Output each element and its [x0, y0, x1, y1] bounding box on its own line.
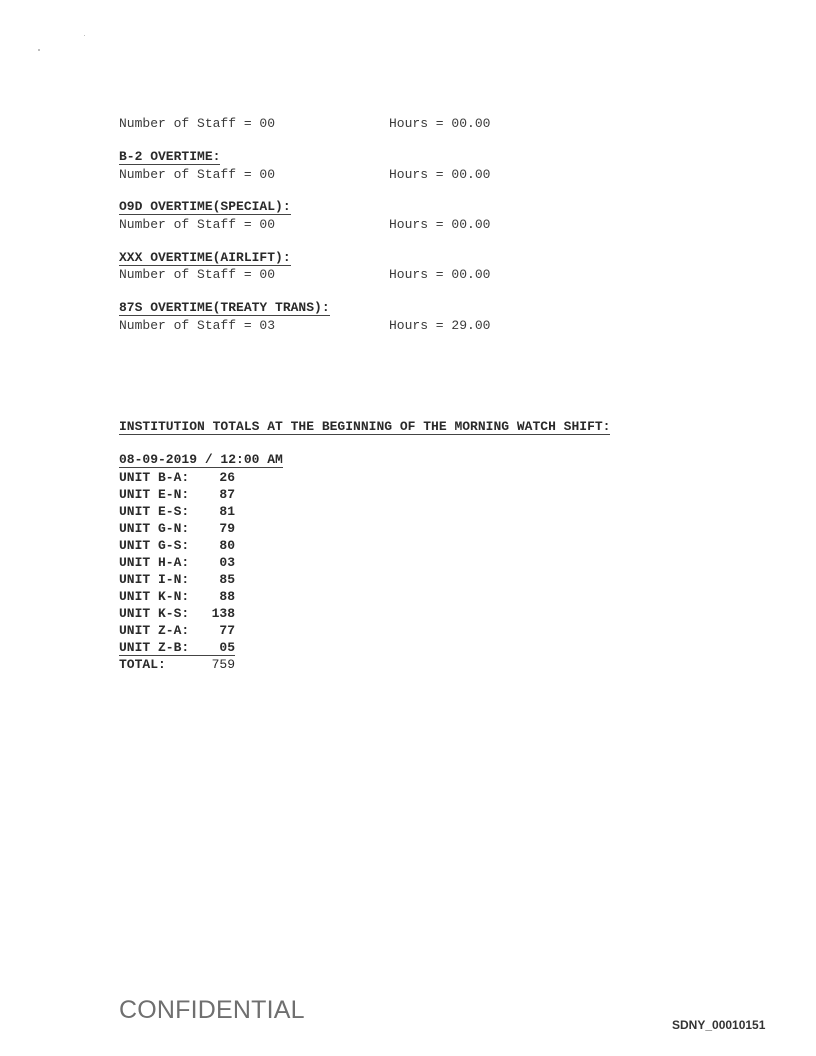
staff-count: Number of Staff = 00: [119, 167, 276, 182]
total-row: [119, 656, 235, 673]
unit-count: 05: [219, 640, 235, 655]
unit-label: UNIT G-S:: [119, 538, 190, 553]
total-value: 759: [211, 657, 235, 672]
unit-row: [119, 537, 235, 554]
unit-label: UNIT H-A:: [119, 555, 190, 570]
unit-label: UNIT B-A:: [119, 470, 190, 485]
totals-datetime: [119, 451, 283, 468]
confidential-stamp: CONFIDENTIAL: [119, 996, 305, 1024]
unit-row: [119, 469, 235, 486]
unit-count: 80: [219, 538, 235, 553]
overtime-heading: [119, 249, 291, 266]
unit-row: [119, 639, 235, 656]
staff-count: Number of Staff = 00: [119, 116, 276, 131]
scan-speck: [38, 49, 40, 51]
unit-row: [119, 554, 235, 571]
unit-row: [119, 520, 235, 537]
unit-label: UNIT Z-A:: [119, 623, 190, 638]
hours-count: Hours = 00.00: [389, 267, 491, 282]
unit-row: [119, 486, 235, 503]
unit-count: 85: [219, 572, 235, 587]
hours-count: Hours = 00.00: [389, 167, 491, 182]
unit-list: [119, 469, 235, 673]
hours-count: Hours = 00.00: [389, 217, 491, 232]
staff-count: Number of Staff = 00: [119, 217, 276, 232]
unit-row: [119, 605, 235, 622]
unit-count: 87: [219, 487, 235, 502]
hours-count: Hours = 29.00: [389, 318, 491, 333]
unit-label: UNIT K-N:: [119, 589, 190, 604]
institution-totals-title: [119, 418, 610, 435]
staff-count: Number of Staff = 00: [119, 267, 276, 282]
unit-count: 88: [219, 589, 235, 604]
unit-row: [119, 503, 235, 520]
bates-number: SDNY_00010151: [672, 1018, 766, 1032]
unit-count: 138: [211, 606, 235, 621]
overtime-heading: [119, 198, 291, 215]
overtime-heading: [119, 299, 330, 316]
unit-label: UNIT E-S:: [119, 504, 190, 519]
unit-label: UNIT I-N:: [119, 572, 190, 587]
hours-count: Hours = 00.00: [389, 116, 491, 131]
unit-label: UNIT E-N:: [119, 487, 190, 502]
staff-count: Number of Staff = 03: [119, 318, 276, 333]
total-label: TOTAL:: [119, 657, 166, 672]
unit-row: [119, 588, 235, 605]
unit-label: UNIT Z-B:: [119, 640, 190, 655]
overtime-heading-text: 87S OVERTIME(TREATY TRANS):: [119, 300, 330, 315]
unit-label: UNIT G-N:: [119, 521, 190, 536]
unit-count: 26: [219, 470, 235, 485]
overtime-heading-text: B-2 OVERTIME:: [119, 149, 221, 164]
scan-speck: [84, 35, 85, 36]
unit-row: [119, 622, 235, 639]
overtime-heading-text: O9D OVERTIME(SPECIAL):: [119, 199, 291, 214]
unit-row: [119, 571, 235, 588]
unit-count: 03: [219, 555, 235, 570]
institution-totals-title-text: INSTITUTION TOTALS AT THE BEGINNING OF THE MORNING WATCH SHIFT:: [119, 419, 611, 434]
unit-count: 77: [219, 623, 235, 638]
overtime-heading-text: XXX OVERTIME(AIRLIFT):: [119, 250, 291, 265]
totals-datetime-text: 08-09-2019 / 12:00 AM: [119, 452, 283, 467]
unit-count: 79: [219, 521, 235, 536]
overtime-heading: [119, 148, 220, 165]
unit-label: UNIT K-S:: [119, 606, 190, 621]
unit-count: 81: [219, 504, 235, 519]
